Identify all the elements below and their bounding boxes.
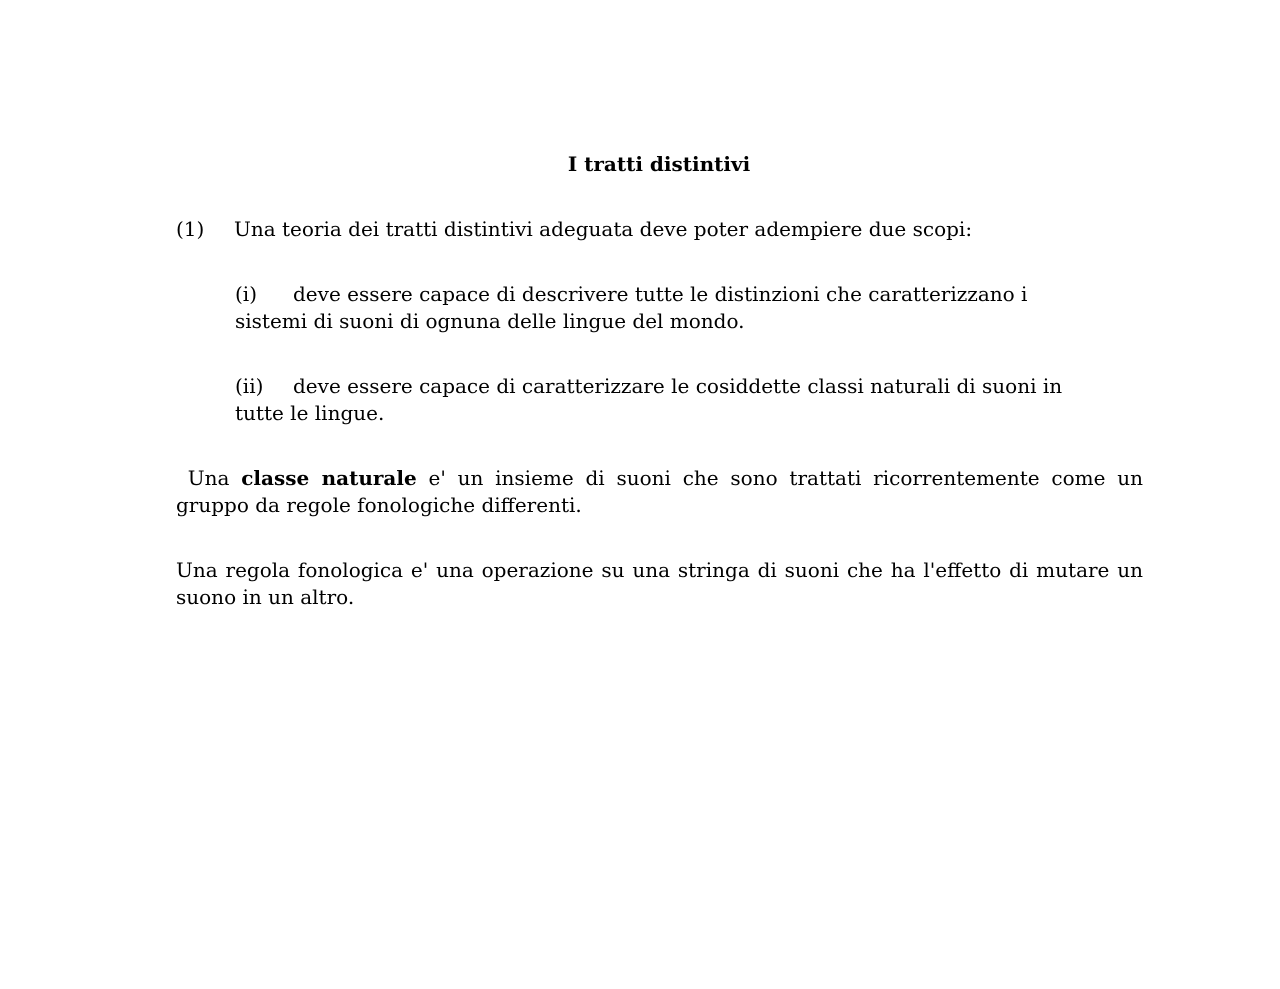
definition-phonological-rule: Una regola fonologica e' una operazione su una stringa di suoni che ha l'effetto di mutare un suono in un altro. <box>176 558 1143 609</box>
sub-item-i <box>235 281 1075 335</box>
list-item-text: Una teoria dei tratti distintivi adeguata deve poter adempiere due scopi: <box>234 217 973 241</box>
paragraph-prefix: Una <box>187 466 242 490</box>
sub-item-number: (i) <box>235 282 258 306</box>
sub-item-text: deve essere capace di descrivere tutte le distinzioni che caratterizzano i sistemi di suoni di ognuna delle lingue del mondo. <box>235 282 1028 333</box>
sub-item-ii <box>235 373 1075 427</box>
list-item-1 <box>176 215 1156 243</box>
list-item-number: (1) <box>176 217 205 241</box>
definition-natural-class <box>176 465 1143 519</box>
bold-term: classe naturale <box>241 466 417 490</box>
document-title: I tratti distintivi <box>567 152 751 176</box>
sub-item-text: deve essere capace di caratterizzare le cosiddette classi naturali di suoni in tutte le lingue. <box>235 374 1063 425</box>
sub-item-number: (ii) <box>235 374 264 398</box>
paragraph-suffix: e' un insieme di suoni che sono trattati ricorrentemente come un gruppo da regole fonologiche differenti. <box>176 466 1143 517</box>
